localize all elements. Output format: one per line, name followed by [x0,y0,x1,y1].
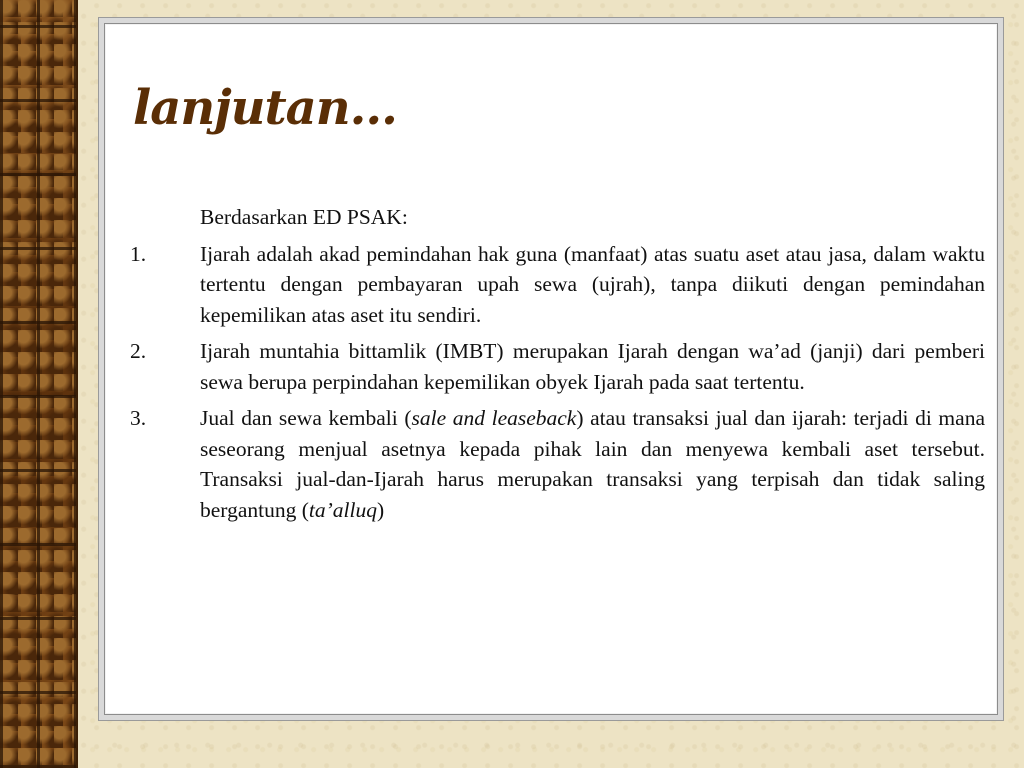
text-segment: ) [376,497,385,522]
slide-panel [104,23,998,715]
text-segment: ) atau transaksi jual dan ijarah: terjadi di mana seseorang menjual asetnya kepada pihak lain dan menyewa kembali aset tersebut. Transaksi jual-dan-Ijarah harus merupakan transaksi yang terpisah dan tidak saling bergantung ( [200,406,985,522]
list-item-text: Ijarah muntahia bittamlik (IMBT) merupakan Ijarah dengan wa’ad (janji) dari pemberi sewa berupa perpindahan kepemilikan obyek Ijarah pada saat tertentu. [200,339,985,394]
italic-term: sale and leaseback [411,406,577,430]
intro-text: Berdasarkan ED PSAK: [200,205,408,229]
list-item-number: 2. [130,339,147,363]
slide-content [130,202,985,531]
list-item [130,336,985,397]
list-item [130,403,985,525]
list-item-number: 1. [130,241,147,266]
slide-title: lanjutan... [133,80,397,136]
list-item-text [200,403,985,525]
decorative-wood-strip [0,0,78,768]
text-segment: Jual dan sewa kembali ( [200,406,412,430]
list-item-number: 3. [130,406,147,430]
list-item-text: Ijarah adalah akad pemindahan hak guna (manfaat) atas suatu aset atau jasa, dalam waktu tertentu dengan pembayaran upah sewa (ujrah), tanpa diikuti dengan pemindahan kepemilikan atas aset itu sendiri. [200,241,985,327]
list-item [130,239,985,331]
slide-frame [98,17,1004,721]
italic-term: ta’alluq [308,497,377,522]
